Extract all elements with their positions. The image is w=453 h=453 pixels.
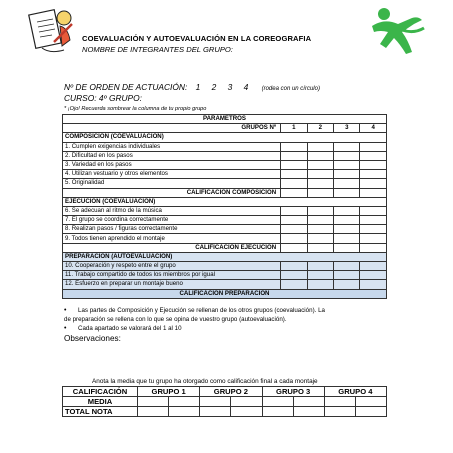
final-grades-table <box>62 386 387 417</box>
score-cell[interactable] <box>334 243 360 252</box>
table-row <box>63 271 387 280</box>
document-title: COEVALUACIÓN Y AUTOEVALUACIÓN EN LA COREOGRAFIA <box>82 34 312 43</box>
grade-cell[interactable] <box>355 407 386 417</box>
grade-cell[interactable] <box>231 397 262 407</box>
reminder-note: * ¡Ojo! Recuerda sombrear la columna de tu propio grupo <box>64 106 207 112</box>
table-row <box>63 225 387 234</box>
table-row <box>63 179 387 188</box>
order-number-1[interactable]: 1 <box>195 82 201 92</box>
table-row <box>63 234 387 243</box>
score-cell[interactable] <box>360 170 387 179</box>
grade-cell[interactable] <box>293 407 324 417</box>
score-cell[interactable] <box>334 160 360 169</box>
parameters-table <box>62 114 387 299</box>
final-group-3: GRUPO 3 <box>262 387 324 397</box>
student-writing-clipart-icon <box>24 2 80 58</box>
score-cell[interactable] <box>307 225 333 234</box>
grade-cell[interactable] <box>169 407 200 417</box>
score-cell[interactable] <box>334 225 360 234</box>
score-cell[interactable] <box>334 206 360 215</box>
grade-cell[interactable] <box>262 407 293 417</box>
grade-cell[interactable] <box>262 397 293 407</box>
criterion-label: 2. Dificultad en los pasos <box>63 151 281 160</box>
score-cell[interactable] <box>360 225 387 234</box>
score-cell[interactable] <box>360 142 387 151</box>
section-composicion: COMPOSICIÓN (COEVALUACIÓN) <box>63 133 387 142</box>
score-cell[interactable] <box>334 216 360 225</box>
table-row <box>63 262 387 271</box>
table-row <box>63 280 387 289</box>
grade-cell[interactable] <box>200 407 231 417</box>
score-cell[interactable] <box>281 151 307 160</box>
table-row <box>63 216 387 225</box>
grade-cell[interactable] <box>231 407 262 417</box>
total-preparacion-label: CALIFICACIÓN PREPARACIÓN <box>63 289 387 298</box>
score-cell[interactable] <box>307 234 333 243</box>
criterion-label: 9. Todos tienen aprendido el montaje <box>63 234 281 243</box>
score-cell[interactable] <box>334 280 360 289</box>
score-cell[interactable] <box>307 170 333 179</box>
group-header-4: 4 <box>360 124 387 133</box>
score-cell[interactable] <box>281 206 307 215</box>
calificacion-label: CALIFICACIÓN <box>63 387 138 397</box>
table-title: PARAMETROS <box>63 115 387 124</box>
dancer-silhouette-icon <box>368 4 428 60</box>
total-nota-label: TOTAL NOTA <box>63 407 138 417</box>
score-cell[interactable] <box>307 280 333 289</box>
final-group-2: GRUPO 2 <box>200 387 262 397</box>
table-row <box>63 160 387 169</box>
performance-order-label: Nº DE ORDEN DE ACTUACIÓN: <box>64 82 188 92</box>
score-cell[interactable] <box>281 216 307 225</box>
score-cell[interactable] <box>360 160 387 169</box>
score-cell[interactable] <box>281 225 307 234</box>
total-ejecucion-label: CALIFICACIÓN EJECUCIÓN <box>63 243 281 252</box>
score-cell[interactable] <box>334 188 360 197</box>
score-cell[interactable] <box>307 262 333 271</box>
criterion-label: 8. Realizan pasos / figuras correctamente <box>63 225 281 234</box>
score-cell[interactable] <box>360 216 387 225</box>
score-cell[interactable] <box>307 142 333 151</box>
grade-cell[interactable] <box>324 407 355 417</box>
instruction-continuation: de preparación se rellena con lo que se opina de vuestro grupo (autoevaluación). <box>64 316 287 323</box>
average-note: Anota la media que tu grupo ha otorgado como calificación final a cada montaje <box>92 378 318 385</box>
score-cell[interactable] <box>281 179 307 188</box>
criterion-label: 4. Utilizan vestuario y otros elementos <box>63 170 281 179</box>
score-cell[interactable] <box>360 188 387 197</box>
score-cell[interactable] <box>281 234 307 243</box>
score-cell[interactable] <box>334 271 360 280</box>
score-cell[interactable] <box>334 179 360 188</box>
criterion-label: 1. Cumplen exigencias individuales <box>63 142 281 151</box>
score-cell[interactable] <box>281 271 307 280</box>
criterion-label: 3. Variedad en los pasos <box>63 160 281 169</box>
table-row <box>63 188 387 197</box>
score-cell[interactable] <box>281 280 307 289</box>
score-cell[interactable] <box>360 234 387 243</box>
section-preparacion: PREPARACIÓN (AUTOEVALUACIÓN) <box>63 252 387 261</box>
score-cell[interactable] <box>307 188 333 197</box>
score-cell[interactable] <box>281 188 307 197</box>
criterion-label: 7. El grupo se coordina correctamente <box>63 216 281 225</box>
instructions <box>64 306 394 333</box>
score-cell[interactable] <box>307 271 333 280</box>
score-cell[interactable] <box>307 206 333 215</box>
table-row <box>63 170 387 179</box>
score-cell[interactable] <box>281 142 307 151</box>
criterion-label: 5. Originalidad <box>63 179 281 188</box>
final-group-4: GRUPO 4 <box>324 387 386 397</box>
grade-cell[interactable] <box>138 397 169 407</box>
score-cell[interactable] <box>281 243 307 252</box>
score-cell[interactable] <box>360 280 387 289</box>
table-row <box>63 151 387 160</box>
score-cell[interactable] <box>281 262 307 271</box>
score-cell[interactable] <box>360 179 387 188</box>
group-header-1: 1 <box>281 124 307 133</box>
score-cell[interactable] <box>360 151 387 160</box>
grade-cell[interactable] <box>293 397 324 407</box>
performance-order-line <box>64 82 320 92</box>
total-composicion-label: CALIFICACIÓN COMPOSICIÓN <box>63 188 281 197</box>
grade-cell[interactable] <box>169 397 200 407</box>
score-cell[interactable] <box>334 142 360 151</box>
table-row <box>63 243 387 252</box>
grade-cell[interactable] <box>200 397 231 407</box>
score-cell[interactable] <box>307 216 333 225</box>
score-cell[interactable] <box>307 151 333 160</box>
criterion-label: 11. Trabajo compartido de todos los miembros por igual <box>63 271 281 280</box>
grade-cell[interactable] <box>324 397 355 407</box>
score-cell[interactable] <box>281 160 307 169</box>
criterion-label: 10. Cooperación y respeto entre el grupo <box>63 262 281 271</box>
score-cell[interactable] <box>307 160 333 169</box>
group-members-label: NOMBRE DE INTEGRANTES DEL GRUPO: <box>82 45 233 54</box>
score-cell[interactable] <box>360 262 387 271</box>
grade-cell[interactable] <box>138 407 169 417</box>
table-row <box>63 142 387 151</box>
score-cell[interactable] <box>334 262 360 271</box>
media-label: MEDIA <box>63 397 138 407</box>
score-cell[interactable] <box>360 206 387 215</box>
section-ejecucion: EJECUCIÓN (COEVALUACIÓN) <box>63 197 387 206</box>
score-cell[interactable] <box>281 170 307 179</box>
grade-cell[interactable] <box>355 397 386 407</box>
table-row <box>63 206 387 215</box>
score-cell[interactable] <box>334 234 360 243</box>
final-group-1: GRUPO 1 <box>138 387 200 397</box>
groups-header: GRUPOS Nº <box>63 124 281 133</box>
instruction-bullet: • Cada apartado se valorará del 1 al 10 <box>64 324 394 333</box>
order-number-2[interactable]: 2 <box>211 82 217 92</box>
order-number-4[interactable]: 4 <box>243 82 249 92</box>
course-group-line: CURSO: 4º GRUPO: <box>64 93 142 103</box>
circle-instruction: (rodea con un círculo) <box>261 86 320 92</box>
group-header-3: 3 <box>334 124 360 133</box>
score-cell[interactable] <box>307 243 333 252</box>
instruction-bullet: • Las partes de Composición y Ejecución se rellenan de los otros grupos (coevaluación). La <box>64 306 394 315</box>
group-header-2: 2 <box>307 124 333 133</box>
score-cell[interactable] <box>334 151 360 160</box>
criterion-label: 12. Esfuerzo en preparar un montaje bueno <box>63 280 281 289</box>
criterion-label: 6. Se adecuan al ritmo de la música <box>63 206 281 215</box>
score-cell[interactable] <box>334 170 360 179</box>
score-cell[interactable] <box>360 271 387 280</box>
order-number-3[interactable]: 3 <box>227 82 233 92</box>
score-cell[interactable] <box>360 243 387 252</box>
score-cell[interactable] <box>307 179 333 188</box>
observations-label: Observaciones: <box>64 334 121 343</box>
